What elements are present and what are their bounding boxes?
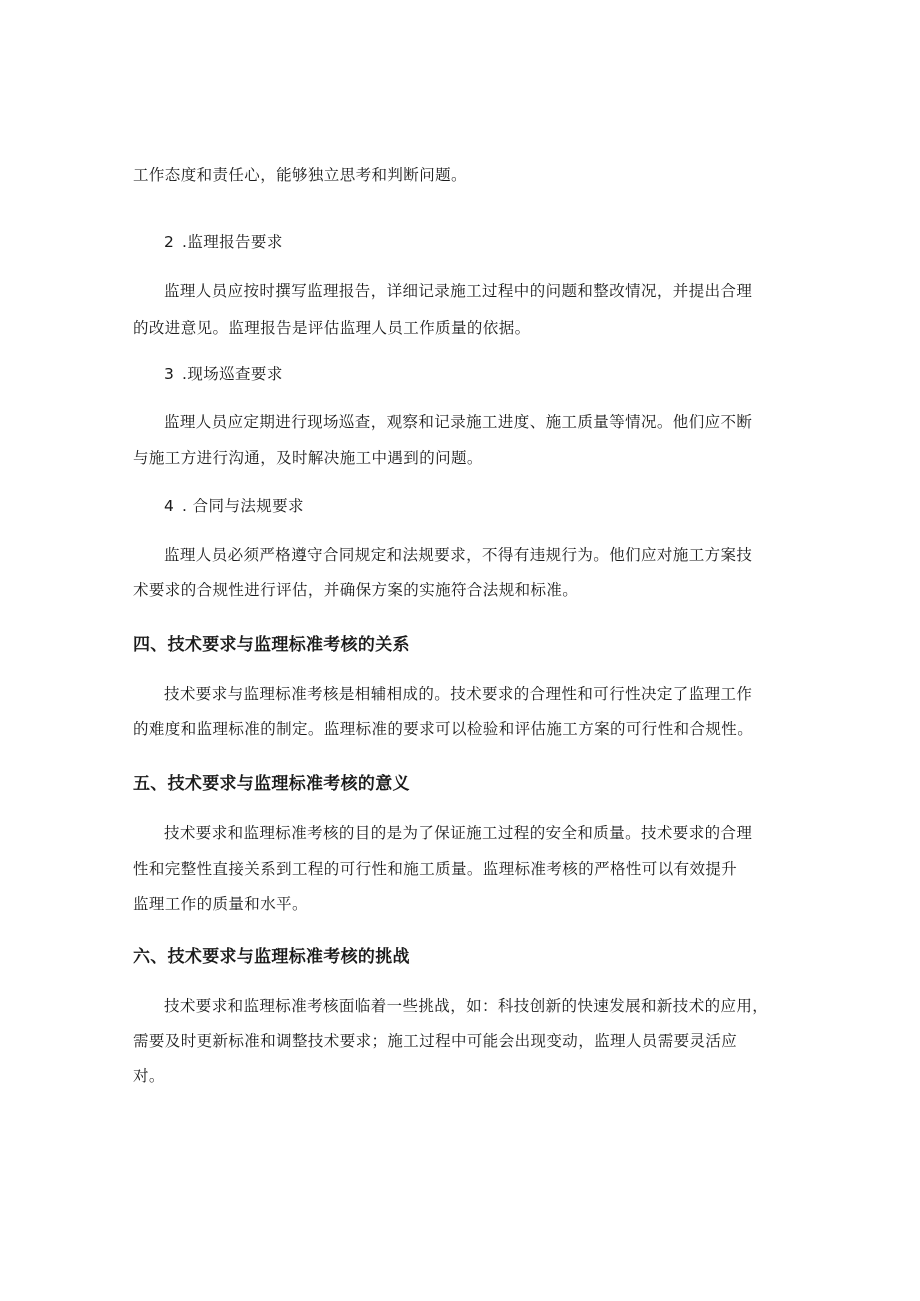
section-6-line-2: 需要及时更新标准和调整技术要求；施工过程中可能会出现变动，监理人员需要灵活应: [133, 1032, 738, 1050]
item-4-title: [164, 496, 824, 516]
intro-line: 工作态度和责任心，能够独立思考和判断问题。: [133, 166, 467, 184]
section-5-line-1: 技术要求和监理标准考核的目的是为了保证施工过程的安全和质量。技术要求的合理: [164, 824, 753, 842]
item-2-paragraph-line-1: 监理人员应按时撰写监理报告，详细记录施工过程中的问题和整改情况，并提出合理: [164, 282, 753, 300]
item-3-paragraph-line-1: 监理人员应定期进行现场巡查，观察和记录施工进度、施工质量等情况。他们应不断: [164, 413, 753, 431]
section-6-line-3: 对。: [133, 1067, 165, 1085]
section-4-heading: 四、技术要求与监理标准考核的关系: [133, 635, 410, 655]
item-4-paragraph-line-2: 术要求的合规性进行评估，并确保方案的实施符合法规和标准。: [133, 581, 579, 599]
item-2-title: [164, 232, 824, 252]
item-2-title-text: .监理报告要求: [182, 233, 283, 251]
section-5-line-3: 监理工作的质量和水平。: [133, 895, 308, 913]
item-4-number: 4: [164, 497, 175, 515]
item-3-title-text: .现场巡查要求: [182, 365, 283, 383]
item-2-number: 2: [164, 233, 175, 251]
section-5-line-2: 性和完整性直接关系到工程的可行性和施工质量。监理标准考核的严格性可以有效提升: [133, 860, 738, 878]
section-6-line-1: 技术要求和监理标准考核面临着一些挑战，如：科技创新的快速发展和新技术的应用，: [164, 997, 769, 1015]
section-5-heading: 五、技术要求与监理标准考核的意义: [133, 774, 410, 794]
item-2-paragraph-line-2: 的改进意见。监理报告是评估监理人员工作质量的依据。: [133, 319, 531, 337]
item-4-title-text: . 合同与法规要求: [182, 497, 304, 515]
section-4-line-1: 技术要求与监理标准考核是相辅相成的。技术要求的合理性和可行性决定了监理工作: [164, 685, 753, 703]
section-6-heading: 六、技术要求与监理标准考核的挑战: [133, 947, 410, 967]
item-4-paragraph-line-1: 监理人员必须严格遵守合同规定和法规要求，不得有违规行为。他们应对施工方案技: [164, 546, 753, 564]
item-3-paragraph-line-2: 与施工方进行沟通，及时解决施工中遇到的问题。: [133, 449, 483, 467]
item-3-title: [164, 364, 824, 384]
section-4-line-2: 的难度和监理标准的制定。监理标准的要求可以检验和评估施工方案的可行性和合规性。: [133, 720, 754, 738]
item-3-number: 3: [164, 365, 175, 383]
